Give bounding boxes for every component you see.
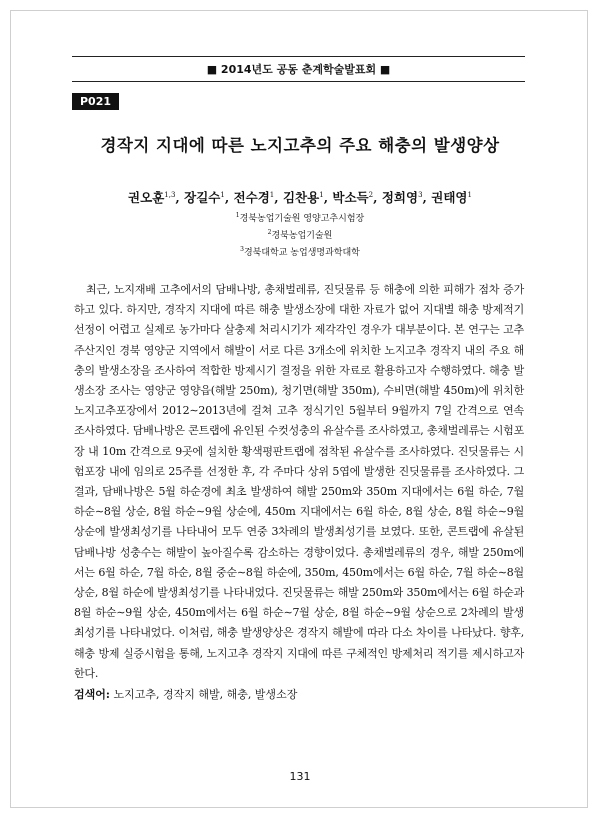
affiliation-item	[0, 226, 600, 243]
affiliation-text: 경북농업기술원 영양고추시험장	[239, 214, 365, 224]
abstract-body: 최근, 노지재배 고추에서의 담배나방, 총채벌레류, 진딧물류 등 해충에 의한 피해가 점차 증가하고 있다. 하지만, 경작지 지대에 따른 해충 발생소장에 대한 자료가 없어 지대별 해충 방제적기 선정이 어렵고 실제로 농가마다 살충제 처리시기가 제각각인 경우가 대부분이다. 본 연구는 고추 주산지인 경북 영양군 지역에서 해발이 서로 다른 3개소에 위치한 노지고추 경작지 내의 주요 해충의 발생소장을 조사하여 적합한 방제시기 결정을 위한 자료로 활용하고자 수행하였다. 해충 발생소장 조사는 영양군 영양읍(해발 250m), 청기면(해발 350m), 수비면(해발 450m)에 위치한 노지고추포장에서 2012∼2013년에 걸쳐 고추 정식기인 5월부터 9월까지 7일 간격으로 연속 조사하였다. 담배나방은 콘트랩에 유인된 수컷성충의 유살수를 조사하였고, 총채벌레류는 시험포장 내 10m 간격으로 9곳에 설치한 황색평판트랩에 점착된 유살수를 조사하였다. 진딧물류는 시험포장 내에 임의로 25주를 선정한 후, 각 주마다 상위 5엽에 발생한 진딧물류를 조사하였다. 그 결과, 담배나방은 5월 하순경에 최초 발생하여 해발 250m와 350m 지대에서는 6월 하순, 7월 하순∼8월 상순, 8월 하순∼9월 상순에, 450m 지대에서는 6월 하순, 8월 상순, 8월 하순∼9월 상순에 발생최성기를 나타내어 모두 연중 3차례의 발생최성기를 보였다. 또한, 콘트랩에 유살된 담배나방 성충수는 해발이 높아질수록 감소하는 경향이었다. 총채벌레류의 경우, 해발 250m에서는 6월 하순, 7월 하순, 8월 중순∼8월 하순에, 350m, 450m에서는 6월 하순, 7월 하순∼8월 상순, 8월 하순에 발생최성기를 나타내었다. 진딧물류는 해발 250m와 350m에서는 6월 하순과 8월 하순∼9월 상순, 450m에서는 6월 하순∼7월 상순, 8월 하순∼9월 상순으로 2차례의 발생최성기를 나타내었다. 이처럼, 해충 발생양상은 경작지 해발에 따라 다소 차이를 나타났다. 향후, 해충 방제 실증시험을 통해, 노지고추 경작지 지대에 따른 구체적인 방제처리 적기를 제시하고자 한다.	[74, 283, 525, 680]
author-name: 김찬용	[282, 190, 320, 205]
affiliation-text: 경북대학교 농업생명과학대학	[243, 248, 360, 258]
paper-id-badge: P021	[72, 93, 119, 110]
author-affil-sup: 1	[467, 190, 472, 199]
author-name: 권태영	[431, 190, 468, 205]
affiliation-sup: 2	[267, 229, 272, 236]
affiliation-item	[0, 209, 600, 226]
author-sep: ,	[224, 190, 234, 205]
affiliation-sup: 3	[240, 246, 244, 253]
author-affil-sup: 1,3	[164, 190, 176, 199]
author-sep: ,	[373, 190, 382, 205]
author-affil-sup: 1	[220, 190, 225, 199]
affiliation-item	[0, 243, 600, 260]
author-name: 전수경	[233, 190, 270, 205]
author-name: 정희영	[381, 190, 419, 205]
conference-header	[72, 56, 525, 82]
keywords	[74, 686, 524, 702]
author-list	[0, 188, 600, 206]
author-name: 권오훈	[128, 190, 165, 205]
affiliation-text: 경북농업기술원	[271, 231, 333, 241]
page-number: 131	[289, 770, 311, 783]
author-affil-sup: 2	[368, 190, 374, 199]
author-sep: ,	[323, 190, 333, 205]
author-name: 장길수	[184, 190, 221, 205]
affiliation-list	[0, 209, 600, 260]
author-sep: ,	[175, 190, 185, 205]
author-sep: ,	[422, 190, 432, 205]
author-affil-sup: 1	[319, 190, 324, 199]
affiliation-sup: 1	[235, 212, 240, 219]
author-affil-sup: 1	[269, 190, 275, 199]
author-sep: ,	[274, 190, 283, 205]
paper-title: 경작지 지대에 따른 노지고추의 주요 해충의 발생양상	[100, 136, 500, 155]
keywords-text: 노지고추, 경작지 해발, 해충, 발생소장	[109, 688, 298, 701]
keywords-label: 검색어:	[74, 688, 110, 701]
header-text: ■ 2014년도 공동 춘계학술발표회 ■	[206, 63, 391, 76]
author-affil-sup: 3	[418, 190, 423, 199]
author-name: 박소득	[332, 190, 369, 205]
